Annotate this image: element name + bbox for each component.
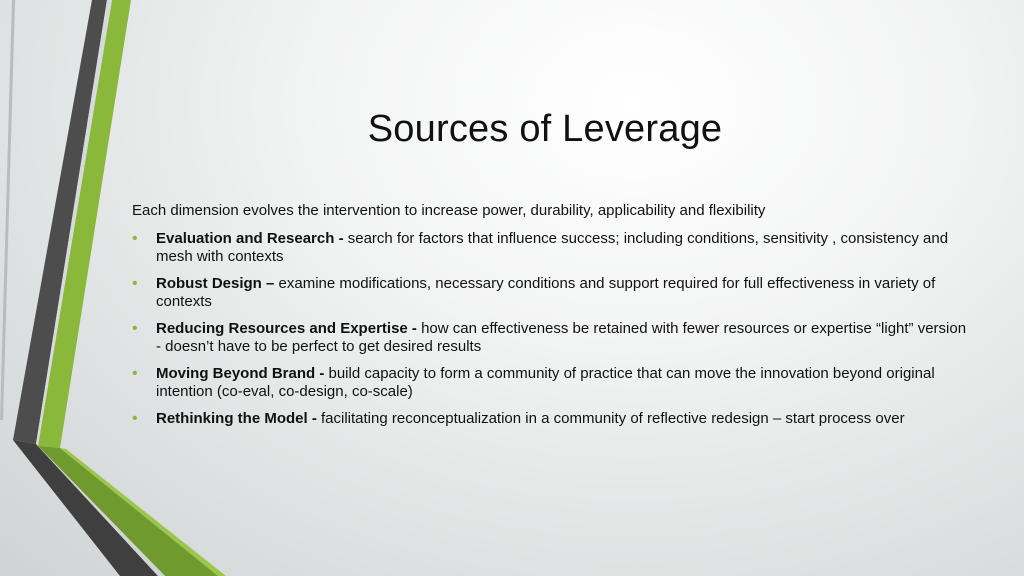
stripe-thin-light <box>0 0 15 420</box>
bullet-term: Reducing Resources and Expertise - <box>156 320 422 337</box>
bullet-dot-icon: • <box>132 275 138 292</box>
bullet-list <box>132 230 972 428</box>
intro-text: Each dimension evolves the intervention to increase power, durability, applicability and flexibility <box>132 202 766 219</box>
bullet-text: examine modifications, necessary conditions and support required for full effectiveness in variety of contexts <box>156 275 936 310</box>
bullet-text: facilitating reconceptualization in a community of reflective redesign – start process over <box>321 410 905 427</box>
bullet-term: Moving Beyond Brand - <box>156 365 329 382</box>
bullet-item-robust-design <box>132 275 972 311</box>
bullet-dot-icon: • <box>132 410 138 427</box>
stripe-light-separator <box>36 0 112 446</box>
stripe-diagonal-separator <box>36 444 165 576</box>
bullet-term: Robust Design – <box>156 275 279 292</box>
slide-title: Sources of Leverage <box>367 108 723 150</box>
bullet-text: build capacity to form a community of practice that can move the innovation beyond original intention (co-eval, co-design, co-scale) <box>156 365 935 400</box>
bullet-item-moving-beyond-brand <box>132 365 972 401</box>
bullet-item-evaluation <box>132 230 972 266</box>
bullet-term: Rethinking the Model - <box>156 410 321 427</box>
bullet-text: search for factors that influence success; including conditions, sensitivity , consistency and mesh with contexts <box>156 230 949 265</box>
bullet-item-reducing-resources <box>132 320 972 356</box>
slide-body <box>132 202 972 437</box>
bullet-dot-icon: • <box>132 230 138 247</box>
bullet-dot-icon: • <box>132 365 138 382</box>
bullet-text: how can effectiveness be retained with fewer resources or expertise “light” version - doesn’t have to be perfect to get desired results <box>156 320 967 355</box>
bullet-item-rethinking-model <box>132 410 972 428</box>
bullet-dot-icon: • <box>132 320 138 337</box>
bullet-term: Evaluation and Research - <box>156 230 348 247</box>
